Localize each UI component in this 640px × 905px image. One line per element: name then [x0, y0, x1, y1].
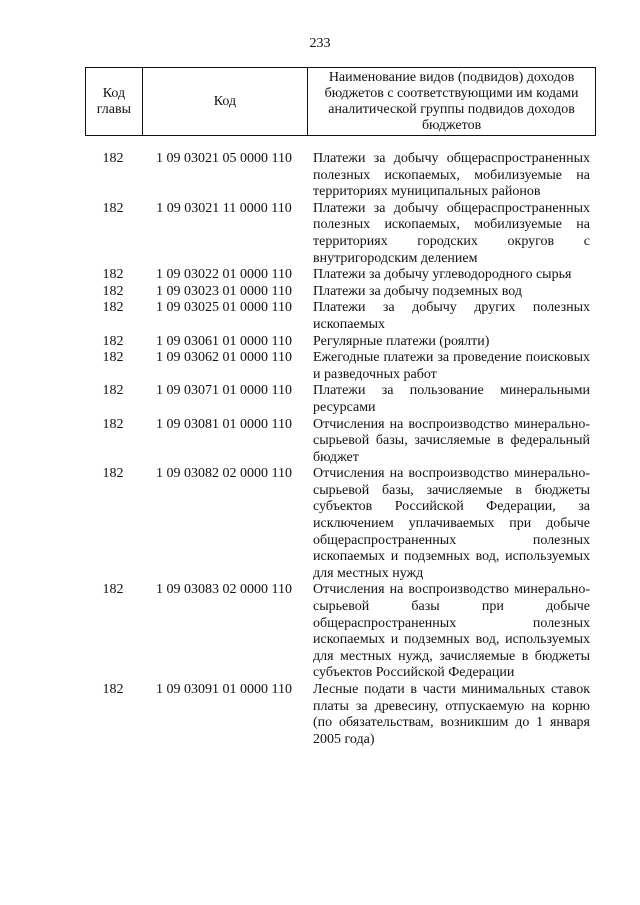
name-cell: Платежи за добычу подземных вод: [313, 283, 523, 299]
table-row: [85, 267, 596, 284]
code-cell: 1 09 03023 01 0000 110: [156, 283, 292, 299]
table-body: [85, 151, 596, 748]
name-cell: Ежегодные платежи за проведение поисковых и разведочных работ: [313, 350, 590, 382]
page-number: 233: [309, 36, 331, 51]
code-cell: 1 09 03021 05 0000 110: [156, 151, 292, 166]
chapter-code-cell: 182: [102, 267, 124, 283]
header-chapter-code: Код главы: [96, 85, 132, 117]
code-cell: 1 09 03025 01 0000 110: [156, 300, 292, 316]
chapter-code-cell: 182: [102, 300, 124, 316]
name-cell: Платежи за добычу общераспространенных полезных ископаемых, мобилизуемые на территориях муниципальных районов: [313, 151, 590, 200]
code-cell: 1 09 03091 01 0000 110: [156, 682, 292, 697]
table-row: [85, 350, 596, 383]
table-row: [85, 466, 596, 582]
name-cell: Платежи за добычу углеводородного сырья: [313, 267, 572, 283]
table-row: [85, 682, 596, 748]
code-cell: 1 09 03062 01 0000 110: [156, 350, 292, 366]
name-cell: Платежи за пользование минеральными ресурсами: [313, 383, 590, 415]
chapter-code-cell: 182: [102, 416, 124, 432]
code-cell: 1 09 03081 01 0000 110: [156, 416, 292, 432]
code-cell: 1 09 03083 02 0000 110: [156, 582, 292, 598]
chapter-code-cell: 182: [102, 333, 124, 349]
code-cell: 1 09 03082 02 0000 110: [156, 466, 292, 482]
chapter-code-cell: 182: [102, 283, 124, 299]
header-name: Наименование видов (подвидов) доходов бюджетов с соответствующими им кодами аналитической группы подвидов доходов бюджетов: [307, 68, 595, 135]
table-row: [85, 383, 596, 416]
table-row: [85, 300, 596, 333]
chapter-code-cell: 182: [102, 383, 124, 399]
chapter-code-cell: 182: [102, 466, 124, 482]
name-cell: Лесные подати в части минимальных ставок платы за древесину, отпускаемую на корню (по обязательствам, возникшим до 1 января 2005 года): [313, 682, 590, 747]
name-cell: Платежи за добычу других полезных ископаемых: [313, 300, 590, 332]
chapter-code-cell: 182: [102, 582, 124, 598]
code-cell: 1 09 03061 01 0000 110: [156, 333, 292, 349]
chapter-code-cell: 182: [102, 200, 124, 216]
table-row: [85, 334, 596, 351]
name-cell: Отчисления на воспроизводство минерально-сырьевой базы, зачисляемые в федеральный бюджет: [313, 416, 590, 465]
table-row: [85, 417, 596, 467]
name-cell: Отчисления на воспроизводство минерально-сырьевой базы, зачисляемые в бюджеты субъектов Российской Федерации, за исключением уплачиваемых при добыче общераспространенных полезных ископаемых и подземных вод, используемых для местных нужд: [313, 466, 590, 581]
name-cell: Регулярные платежи (роялти): [313, 333, 490, 349]
name-cell: Отчисления на воспроизводство минерально-сырьевой базы при добыче общераспространенных полезных ископаемых и подземных вод, используемых для местных нужд, зачисляемые в бюджеты субъектов Российской Федерации: [313, 582, 590, 681]
code-cell: 1 09 03021 11 0000 110: [156, 200, 292, 216]
table-header: [85, 67, 596, 136]
table-row: [85, 201, 596, 267]
table-row: [85, 582, 596, 682]
table-row: [85, 151, 596, 201]
chapter-code-cell: 182: [102, 682, 124, 697]
chapter-code-cell: 182: [102, 151, 124, 166]
name-cell: Платежи за добычу общераспространенных полезных ископаемых, мобилизуемые на территориях городских округов с внутригородским делением: [313, 200, 590, 266]
table-row: [85, 284, 596, 301]
header-code: Код: [142, 68, 307, 135]
code-cell: 1 09 03071 01 0000 110: [156, 383, 292, 399]
code-cell: 1 09 03022 01 0000 110: [156, 267, 292, 283]
chapter-code-cell: 182: [102, 350, 124, 366]
